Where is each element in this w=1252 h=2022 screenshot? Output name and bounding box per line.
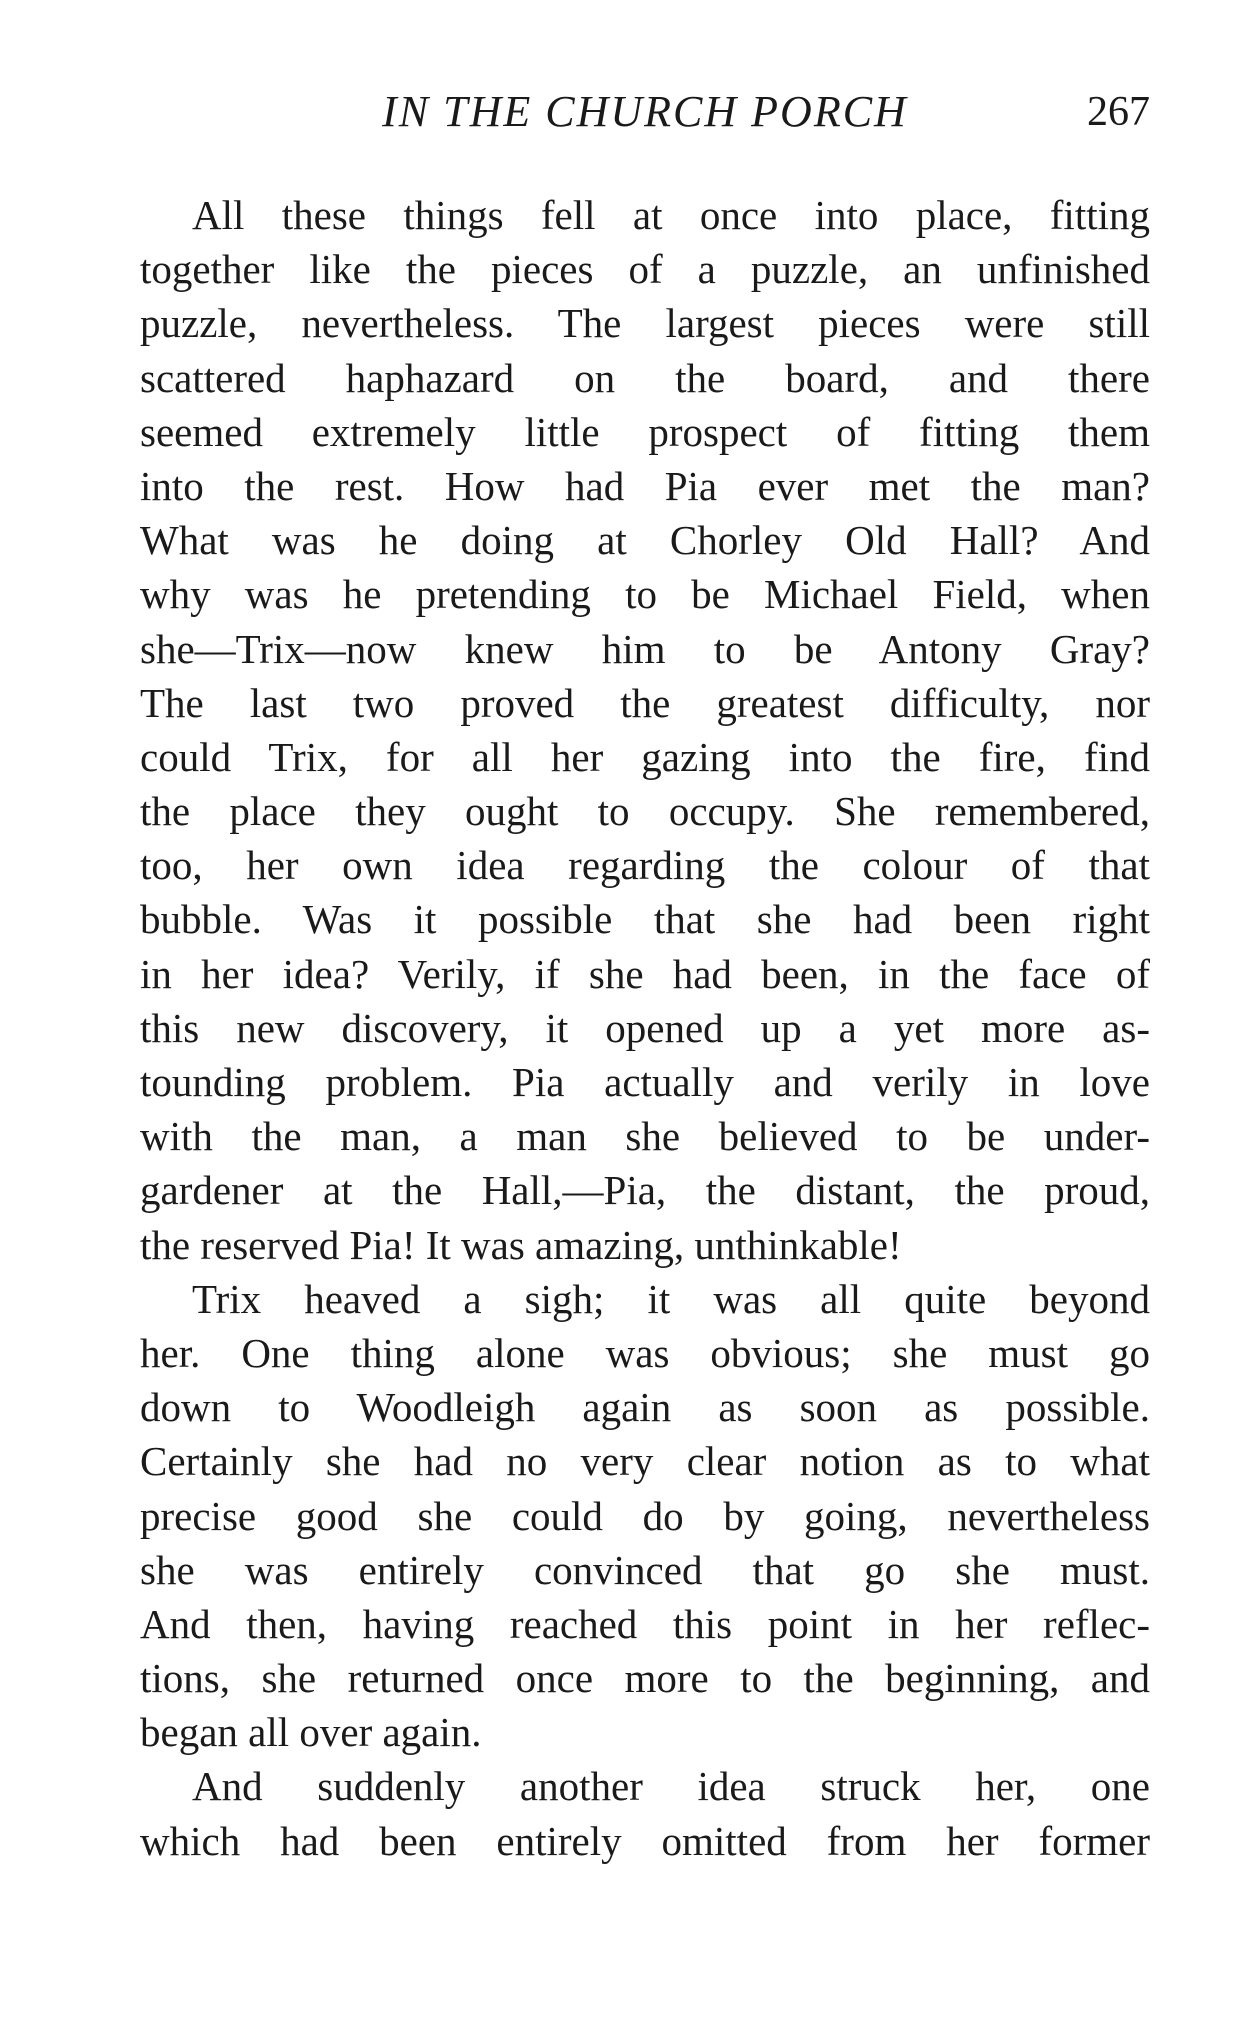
- text-line: her. One thing alone was obvious; she must go: [140, 1329, 1150, 1376]
- text-line: with the man, a man she believed to be under-: [140, 1113, 1150, 1160]
- text-line: precise good she could do by going, nevertheless: [140, 1492, 1150, 1539]
- text-line: scattered haphazard on the board, and there: [140, 354, 1150, 401]
- text-line: tions, she returned once more to the beginning, and: [140, 1655, 1150, 1702]
- text-line: gardener at the Hall,—Pia, the distant, the proud,: [140, 1167, 1150, 1214]
- text-line: the place they ought to occupy. She remembered,: [140, 788, 1150, 835]
- text-line: All these things fell at once into place, fitting: [192, 192, 1150, 238]
- text-line: puzzle, nevertheless. The largest pieces were still: [140, 300, 1150, 347]
- text-line: What was he doing at Chorley Old Hall? And: [140, 517, 1150, 564]
- paragraph-3: [140, 1759, 1150, 1867]
- paragraph-1: [140, 188, 1150, 1272]
- text-line: she—Trix—now knew him to be Antony Gray?: [140, 625, 1150, 672]
- text-line: in her idea? Verily, if she had been, in the face of: [140, 950, 1150, 997]
- text-line: The last two proved the greatest difficulty, nor: [140, 679, 1150, 726]
- text-line: down to Woodleigh again as soon as possible.: [140, 1384, 1150, 1431]
- text-line: And then, having reached this point in her reflec-: [140, 1600, 1150, 1647]
- text-line: the reserved Pia! It was amazing, unthinkable!: [140, 1221, 902, 1268]
- text-line: tounding problem. Pia actually and verily in love: [140, 1059, 1150, 1105]
- running-title: IN THE CHURCH PORCH: [382, 87, 908, 136]
- text-line: which had been entirely omitted from her former: [140, 1817, 1150, 1864]
- text-line: this new discovery, it opened up a yet more as-: [140, 1004, 1150, 1051]
- text-line: together like the pieces of a puzzle, an unfinished: [140, 246, 1150, 293]
- text-line: why was he pretending to be Michael Field, when: [140, 571, 1150, 618]
- text-line: into the rest. How had Pia ever met the man?: [140, 462, 1150, 509]
- text-line: could Trix, for all her gazing into the fire, find: [140, 733, 1150, 780]
- text-line: bubble. Was it possible that she had been right: [140, 896, 1150, 943]
- text-line: too, her own idea regarding the colour of that: [140, 842, 1150, 889]
- text-line: she was entirely convinced that go she must.: [140, 1546, 1150, 1593]
- running-head: [140, 82, 1150, 142]
- text-line: Certainly she had no very clear notion as to what: [140, 1438, 1150, 1485]
- text-line: And suddenly another idea struck her, one: [192, 1763, 1150, 1810]
- text-line: seemed extremely little prospect of fitting them: [140, 408, 1150, 455]
- paragraph-2: [140, 1272, 1150, 1760]
- body-text: [140, 188, 1150, 1868]
- text-line: began all over again.: [140, 1709, 482, 1756]
- text-line: Trix heaved a sigh; it was all quite beyond: [192, 1275, 1150, 1322]
- page-number: 267: [1087, 89, 1150, 135]
